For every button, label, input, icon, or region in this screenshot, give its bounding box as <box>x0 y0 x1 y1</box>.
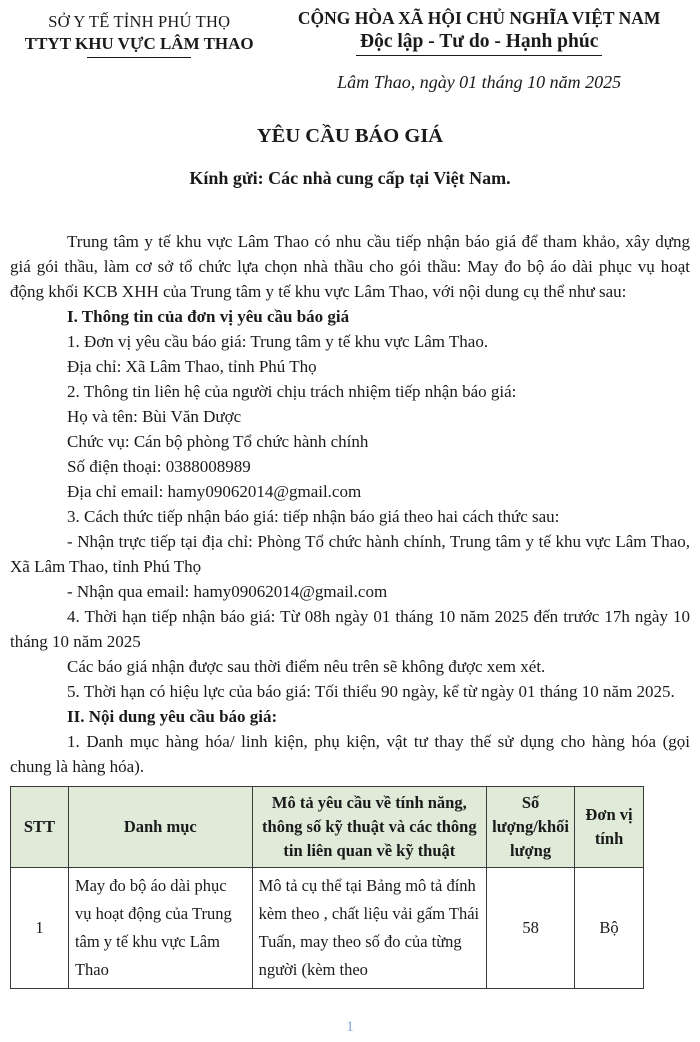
paragraph-receive-direct: - Nhận trực tiếp tại địa chỉ: Phòng Tổ chức hành chính, Trung tâm y tế khu vực Lâm Thao, Xã Lâm Thao, tỉnh Phú Thọ <box>10 532 690 576</box>
cell-stt: 1 <box>11 868 69 989</box>
col-header-danh-muc: Danh mục <box>68 787 252 868</box>
paragraph-receive-email: - Nhận qua email: hamy09062014@gmail.com <box>67 582 388 601</box>
cell-don-vi: Bộ <box>575 868 644 989</box>
goods-table <box>10 786 644 989</box>
org-parent-name: SỞ Y TẾ TỈNH PHÚ THỌ <box>48 12 231 31</box>
col-header-stt: STT <box>11 787 69 868</box>
paragraph-validity: 5. Thời hạn có hiệu lực của báo giá: Tối thiểu 90 ngày, kể từ ngày 01 tháng 10 năm 2025. <box>67 682 675 701</box>
cell-so-luong: 58 <box>487 868 575 989</box>
table-row <box>11 868 644 989</box>
col-header-so-luong: Số lượng/khối lượng <box>487 787 575 868</box>
paragraph-contact-email: Địa chỉ email: hamy09062014@gmail.com <box>67 482 362 501</box>
page-number: 1 <box>346 1019 354 1035</box>
salutation-line: Kính gửi: Các nhà cung cấp tại Việt Nam. <box>189 168 511 188</box>
document-body <box>10 229 690 779</box>
paragraph-intro: Trung tâm y tế khu vực Lâm Thao có nhu cầu tiếp nhận báo giá để tham khảo, xây dựng giá gói thầu, làm cơ sở tổ chức lựa chọn nhà thầu cho gói thầu: May đo bộ áo dài phục vụ hoạt động khối KCB XHH của Trung tâm y tế khu vực Lâm Thao, với nội dung cụ thể như sau: <box>10 232 690 301</box>
paragraph-receive-methods: 3. Cách thức tiếp nhận báo giá: tiếp nhận báo giá theo hai cách thức sau: <box>67 507 560 526</box>
section-heading-2: II. Nội dung yêu cầu báo giá: <box>67 707 278 726</box>
col-header-mo-ta: Mô tả yêu cầu về tính năng, thông số kỹ thuật và các thông tin liên quan về kỹ thuật <box>252 787 487 868</box>
cell-mo-ta: Mô tả cụ thể tại Bảng mô tả đính kèm theo , chất liệu vải gấm Thái Tuấn, may theo số đo của từng người (kèm theo <box>252 868 487 989</box>
cell-danh-muc: May đo bộ áo dài phục vụ hoạt động của Trung tâm y tế khu vực Lâm Thao <box>68 868 252 989</box>
table-header-row <box>11 787 644 868</box>
document-header <box>10 8 690 58</box>
paragraph-contact-phone: Số điện thoại: 0388008989 <box>67 457 251 476</box>
national-title: CỘNG HÒA XÃ HỘI CHỦ NGHĨA VIỆT NAM <box>297 8 661 28</box>
national-header-block <box>268 8 690 58</box>
paragraph-contact-heading: 2. Thông tin liên hệ của người chịu trách nhiệm tiếp nhận báo giá: <box>67 382 517 401</box>
paragraph-deadline: 4. Thời hạn tiếp nhận báo giá: Từ 08h ngày 01 tháng 10 năm 2025 đến trước 17h ngày 10 tháng 10 năm 2025 <box>10 607 690 651</box>
goods-table-header <box>11 787 644 868</box>
paragraph-requesting-unit: 1. Đơn vị yêu cầu báo giá: Trung tâm y tế khu vực Lâm Thao. <box>67 332 489 351</box>
place-date-line: Lâm Thao, ngày 01 tháng 10 năm 2025 <box>337 72 622 92</box>
paragraph-goods-list-intro: 1. Danh mục hàng hóa/ linh kiện, phụ kiện, vật tư thay thế sử dụng cho hàng hóa (gọi chung là hàng hóa). <box>10 732 690 776</box>
paragraph-address: Địa chỉ: Xã Lâm Thao, tỉnh Phú Thọ <box>67 357 317 376</box>
org-underline <box>87 57 191 58</box>
paragraph-contact-name: Họ và tên: Bùi Văn Dược <box>67 407 242 426</box>
org-name: TTYT KHU VỰC LÂM THAO <box>24 34 254 53</box>
paragraph-contact-position: Chức vụ: Cán bộ phòng Tổ chức hành chính <box>67 432 369 451</box>
col-header-don-vi: Đơn vị tính <box>575 787 644 868</box>
issuing-org-block <box>10 8 268 58</box>
paragraph-late-note: Các báo giá nhận được sau thời điểm nêu trên sẽ không được xem xét. <box>67 657 546 676</box>
national-motto: Độc lập - Tư do - Hạnh phúc <box>356 31 602 56</box>
goods-table-body <box>11 868 644 989</box>
document-title: YÊU CẦU BÁO GIÁ <box>256 125 444 147</box>
section-heading-1: I. Thông tin của đơn vị yêu cầu báo giá <box>67 307 350 326</box>
page-footer <box>0 1018 700 1036</box>
